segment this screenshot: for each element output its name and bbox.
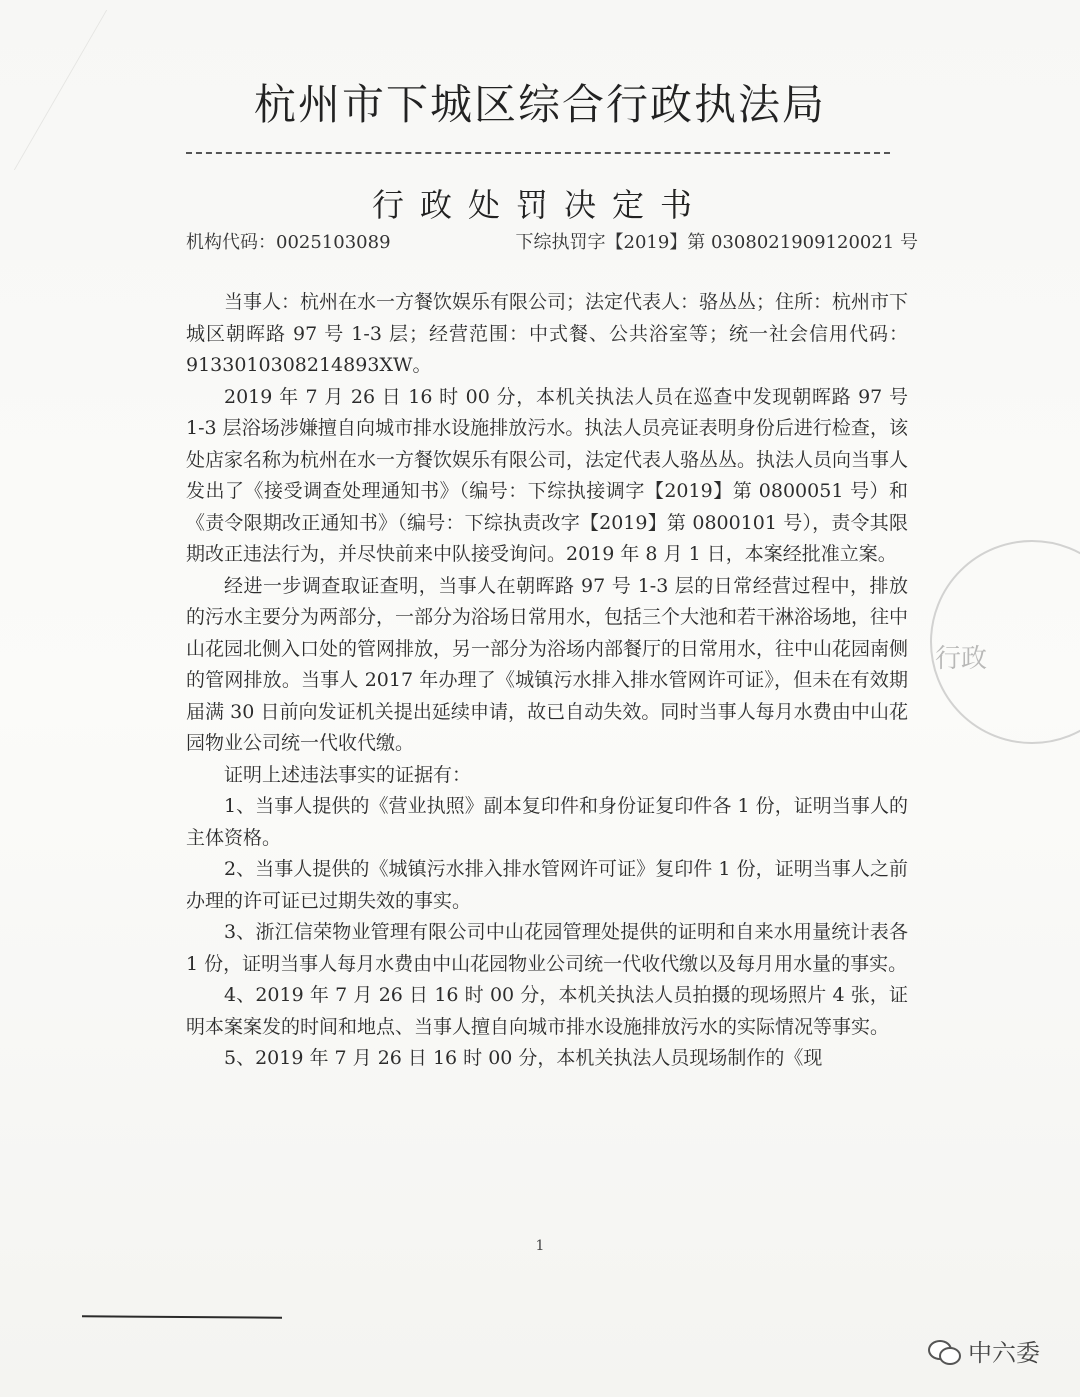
chat-bubbles-icon bbox=[928, 1338, 962, 1364]
paragraph-evidence-3: 3、浙江信荣物业管理有限公司中山花园管理处提供的证明和自来水用量统计表各 1 份，证明当事人每月水费由中山花园物业公司统一代收代缴以及每月用水量的事实。 bbox=[186, 921, 908, 975]
agency-name: 杭州市下城区综合行政执法局 bbox=[253, 80, 826, 129]
header-rule bbox=[186, 152, 890, 154]
document-title: 行政处罚决定书 bbox=[371, 186, 708, 224]
document-number: 下综执罚字【2019】第 0308021909120021 号 bbox=[515, 232, 918, 253]
paragraph-party: 当事人：杭州在水一方餐饮娱乐有限公司；法定代表人：骆丛丛；住所：杭州市下城区朝晖路 97 号 1-3 层；经营范围：中式餐、公共浴室等；统一社会信用代码：913301030821​4893XW。 bbox=[186, 291, 909, 376]
paragraph-investigation: 经进一步调查取证查明，当事人在朝晖路 97 号 1-3 层的日常经营过程中，排放的污水主要分为两部分，一部分为浴场日常用水，包括三个大池和若干淋浴场地，往中山花园北侧入口处的管网排放，另一部分为浴场内部餐厅的日常用水，往中山花园南侧的管网排放。当事人 2017 年办理了《城镇污水排入排水管网许可证》，但未在有效期届满 30 日前向发证机关提出延续申请，故已自动失效。同时当事人每月水费由中山花园物业公司统一代收代缴。 bbox=[186, 574, 909, 754]
document-body bbox=[186, 287, 908, 1075]
page-number: 1 bbox=[535, 1238, 545, 1254]
bottom-rule bbox=[82, 1315, 282, 1318]
watermark bbox=[928, 1333, 1040, 1368]
paragraph-evidence-4: 4、2019 年 7 月 26 日 16 时 00 分，本机关执法人员拍摄的现场照片 4 张，证明本案案发的时间和地点、当事人擅自向城市排水设施排放污水的实际情况等事实。 bbox=[186, 984, 908, 1038]
seal-text-fragment: 行政 bbox=[935, 644, 988, 674]
org-code: 机构代码：0025103089 bbox=[186, 232, 391, 253]
paragraph-evidence-1: 1、当事人提供的《营业执照》副本复印件和身份证复印件各 1 份，证明当事人的主体资格。 bbox=[186, 795, 908, 849]
paragraph-inspection: 2019 年 7 月 26 日 16 时 00 分，本机关执法人员在巡查中发现朝晖路 97 号 1-3 层浴场涉嫌擅自向城市排水设施排放污水。执法人员亮证表明身份后进行检查，该处店家名称为杭州在水一方餐饮娱乐有限公司，法定代表人骆丛丛。执法人员向当事人发出了《接受调查处理通知书》（编号：下综执接调字【2019】第 0800051 号）和《责令限期改正通知书》（编号：下综执责改字【2019】第 0800101 号），责令其限期改正违法行为，并尽快前来中队接受询问。2019 年 8 月 1 日，本案经批准立案。 bbox=[186, 385, 909, 565]
paragraph-evidence-2: 2、当事人提供的《城镇污水排入排水管网许可证》复印件 1 份，证明当事人之前办理的许可证已过期失效的事实。 bbox=[186, 858, 908, 912]
paragraph-evidence-5: 5、2019 年 7 月 26 日 16 时 00 分，本机关执法人员现场制作的《现 bbox=[224, 1047, 823, 1069]
paragraph-evidence-heading: 证明上述违法事实的证据有： bbox=[224, 763, 472, 786]
watermark-text: 中六委 bbox=[968, 1339, 1040, 1367]
